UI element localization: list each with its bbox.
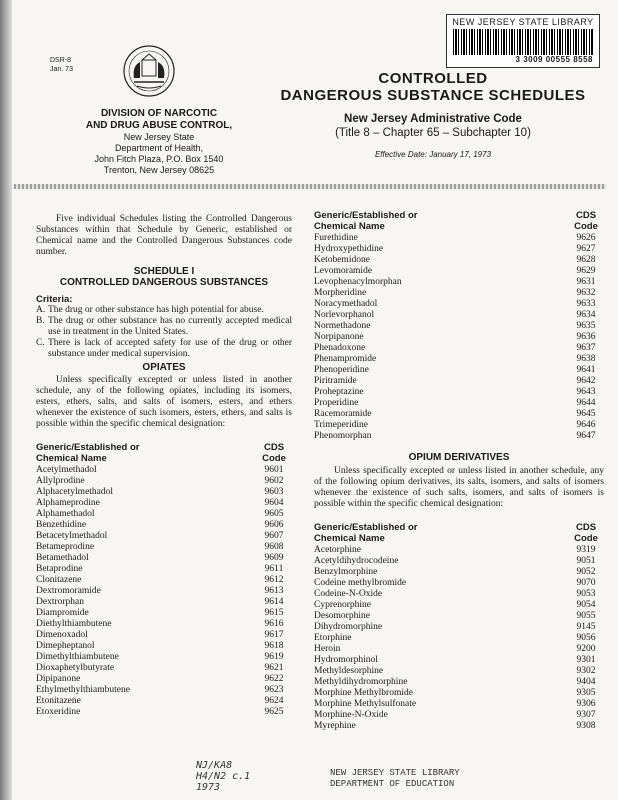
substance-name: Normethadone (314, 321, 371, 331)
table-row (314, 420, 604, 431)
cds-code: 9404 (576, 677, 596, 687)
table-row (314, 600, 604, 611)
substance-name: Morpheridine (314, 288, 367, 298)
agency-line3: John Fitch Plaza, P.O. Box 1540 (94, 154, 224, 164)
table-row (36, 476, 292, 487)
call-number-line3: 1973 (196, 782, 221, 793)
table-row (36, 487, 292, 498)
opiates-heading: OPIATES (142, 362, 186, 373)
criteria-key: C. (36, 338, 45, 348)
header-divider (14, 184, 606, 189)
document-subtitle-line1: New Jersey Administrative Code (344, 113, 522, 125)
column-header-code-line1: CDS (575, 522, 597, 533)
substance-name: Racemoramide (314, 409, 372, 419)
table-row (36, 707, 292, 718)
cds-code: 9607 (264, 531, 284, 541)
substance-name: Methyldesorphine (314, 666, 384, 676)
substance-name: Noracymethadol (314, 299, 378, 309)
table-row (36, 520, 292, 531)
substance-name: Codeine methylbromide (314, 578, 407, 588)
substance-name: Dimenoxadol (36, 630, 88, 640)
substance-name: Betamethadol (36, 553, 89, 563)
table-header (36, 442, 292, 464)
cds-code: 9616 (264, 619, 284, 629)
table-row (36, 674, 292, 685)
substance-name: Morphine Methylsulfonate (314, 699, 417, 709)
cds-code: 9622 (264, 674, 284, 684)
column-header-name-line2: Chemical Name (36, 453, 107, 464)
table-row (314, 633, 604, 644)
substance-name: Betameprodine (36, 542, 95, 552)
cds-code: 9052 (576, 567, 596, 577)
table-row (314, 644, 604, 655)
substance-name: Properidine (314, 398, 359, 408)
page-binding-edge (0, 0, 12, 800)
table-row (36, 542, 292, 553)
document-subtitle-line2: (Title 8 – Chapter 65 – Subchapter 10) (335, 127, 531, 139)
table-row (314, 589, 604, 600)
cds-code: 9643 (576, 387, 596, 397)
table-row (314, 710, 604, 721)
cds-code: 9629 (576, 266, 596, 276)
table-row (314, 699, 604, 710)
cds-code: 9628 (576, 255, 596, 265)
table-row (314, 567, 604, 578)
criteria-title: Criteria: (36, 294, 73, 305)
cds-code: 9646 (576, 420, 596, 430)
schedule-heading: SCHEDULE I (133, 266, 195, 277)
table-row (314, 398, 604, 409)
call-number-line1: NJ/KA8 (196, 760, 233, 771)
cds-code: 9200 (576, 644, 596, 654)
cds-code: 9601 (264, 465, 284, 475)
schedule-subheading: CONTROLLED DANGEROUS SUBSTANCES (59, 277, 269, 288)
substance-name: Methyldihydromorphine (314, 677, 408, 687)
substance-name: Alphamethadol (36, 509, 95, 519)
cds-code: 9602 (264, 476, 284, 486)
substance-name: Acetyldihydrocodeine (314, 556, 399, 566)
substance-name: Codeine-N-Oxide (314, 589, 383, 599)
table-row (314, 244, 604, 255)
table-row (36, 652, 292, 663)
table-row (36, 696, 292, 707)
cds-code: 9319 (576, 545, 596, 555)
cds-code: 9627 (576, 244, 596, 254)
substance-name: Heroin (314, 644, 341, 654)
column-header-code-line2: Code (262, 453, 286, 464)
cds-code: 9056 (576, 633, 596, 643)
table-row (314, 365, 604, 376)
table-row (314, 332, 604, 343)
cds-code: 9608 (264, 542, 284, 552)
table-row (36, 608, 292, 619)
division-name-line1: DIVISION OF NARCOTIC (100, 108, 218, 119)
substance-name: Cyprenorphine (314, 600, 371, 610)
substance-name: Benzylmorphine (314, 567, 378, 577)
handwritten-call-number (196, 760, 250, 793)
substance-name: Hydromorphinol (314, 655, 378, 665)
table-row (314, 677, 604, 688)
agency-line4: Trenton, New Jersey 08625 (103, 165, 215, 175)
column-header-code-line1: CDS (575, 210, 597, 221)
cds-code: 9609 (264, 553, 284, 563)
cds-code: 9604 (264, 498, 284, 508)
substance-name: Dextrorphan (36, 597, 85, 607)
cds-code: 9603 (264, 487, 284, 497)
cds-code: 9618 (264, 641, 284, 651)
substance-name: Morphine Methylbromide (314, 688, 413, 698)
column-header-name-line1: Generic/Established or (314, 522, 418, 533)
criteria-text: The drug or other substance has no currently accepted medical use in treatment in the United States. (48, 316, 292, 337)
table-header (314, 522, 604, 544)
substance-name: Levophenacylmorphan (314, 277, 402, 287)
cds-code: 9634 (576, 310, 596, 320)
table-row (314, 310, 604, 321)
substance-name: Etonitazene (36, 696, 81, 706)
cds-code: 9605 (264, 509, 284, 519)
table-row (314, 578, 604, 589)
substance-name: Betaprodine (36, 564, 83, 574)
criteria-item (36, 338, 292, 360)
cds-code: 9053 (576, 589, 596, 599)
criteria-text: There is lack of accepted safety for use of the drug or other substance under medical supervision. (48, 338, 292, 359)
cds-code: 9632 (576, 288, 596, 298)
cds-code: 9612 (264, 575, 284, 585)
substance-name: Norlevorphanol (314, 310, 375, 320)
agency-line1: New Jersey State (123, 132, 195, 142)
substance-name: Phenoperidine (314, 365, 369, 375)
substance-name: Betacetylmethadol (36, 531, 108, 541)
table-row (36, 531, 292, 542)
substance-name: Alphameprodine (36, 498, 100, 508)
substance-name: Trimeperidine (314, 420, 369, 430)
cds-code: 9611 (264, 564, 284, 574)
cds-code: 9624 (264, 696, 284, 706)
cds-code: 9617 (264, 630, 284, 640)
substance-name: Alphacetylmethadol (36, 487, 114, 497)
substance-name: Phenampromide (314, 354, 377, 364)
cds-code: 9614 (264, 597, 284, 607)
table-row (36, 685, 292, 696)
cds-code: 9619 (264, 652, 284, 662)
column-header-name-line1: Generic/Established or (36, 442, 140, 453)
table-row (314, 266, 604, 277)
call-number-line2: H4/N2 c.1 (196, 771, 251, 782)
table-row (36, 597, 292, 608)
cds-code: 9641 (576, 365, 596, 375)
table-row (36, 465, 292, 476)
cds-code: 9644 (576, 398, 596, 408)
barcode-library-name: NEW JERSEY STATE LIBRARY (452, 17, 594, 27)
substance-name: Dimepheptanol (36, 641, 95, 651)
substance-name: Acetylmethadol (36, 465, 97, 475)
cds-code: 9626 (576, 233, 596, 243)
table-row (314, 688, 604, 699)
cds-code: 9633 (576, 299, 596, 309)
column-header-code-line1: CDS (263, 442, 285, 453)
table-row (314, 622, 604, 633)
opium-derivatives-heading: OPIUM DERIVATIVES (408, 452, 510, 463)
opium-derivatives-paragraph: Unless specifically excepted or unless listed in another schedule, any of the following opium derivatives, its salts, isomers, and salts of isomers whenever the existence of such salts, isomers, and salts of isomers is possible within the specific chemical designation: (314, 466, 604, 509)
table-row (314, 277, 604, 288)
table-row (314, 545, 604, 556)
substance-name: Ethylmethylthiambutene (36, 685, 130, 695)
division-name-line2: AND DRUG ABUSE CONTROL, (85, 120, 233, 131)
table-row (36, 619, 292, 630)
table-row (314, 255, 604, 266)
table-row (314, 655, 604, 666)
cds-code: 9631 (576, 277, 596, 287)
cds-code: 9054 (576, 600, 596, 610)
agency-line2: Department of Health, (114, 143, 204, 153)
column-header-name-line1: Generic/Established or (314, 210, 418, 221)
substance-name: Etoxeridine (36, 707, 81, 717)
cds-code: 9615 (264, 608, 284, 618)
table-row (36, 630, 292, 641)
table-row (314, 354, 604, 365)
cds-code: 9623 (264, 685, 284, 695)
document-code: DSR-8 (50, 57, 72, 64)
cds-code: 9647 (576, 431, 596, 441)
barcode-label (446, 14, 600, 68)
criteria-key: B. (36, 316, 45, 326)
substance-name: Phenadoxone (314, 343, 366, 353)
table-row (314, 343, 604, 354)
table-row (314, 299, 604, 310)
effective-date: Effective Date: January 17, 1973 (374, 150, 492, 159)
substance-name: Etorphine (314, 633, 352, 643)
cds-code: 9635 (576, 321, 596, 331)
cds-code: 9306 (576, 699, 596, 709)
library-stamp (330, 768, 460, 790)
table-row (314, 321, 604, 332)
right-column (314, 210, 604, 732)
document-title-line2: DANGEROUS SUBSTANCE SCHEDULES (280, 87, 586, 104)
stamp-line2: DEPARTMENT OF EDUCATION (330, 779, 455, 789)
substance-name: Dextromoramide (36, 586, 101, 596)
cds-code: 9621 (264, 663, 284, 673)
table-row (36, 663, 292, 674)
substance-name: Benzethidine (36, 520, 87, 530)
substance-name: Myrephine (314, 721, 356, 731)
substance-name: Furethidine (314, 233, 358, 243)
criteria-text: The drug or other substance has high potential for abuse. (48, 305, 264, 315)
stamp-line1: NEW JERSEY STATE LIBRARY (330, 768, 460, 778)
table-row (36, 553, 292, 564)
substance-name: Phenomorphan (314, 431, 372, 441)
cds-code: 9301 (576, 655, 596, 665)
opiates-table (36, 465, 292, 718)
document-date: Jan. 73 (50, 66, 73, 73)
substance-name: Desomorphine (314, 611, 370, 621)
substance-name: Piritramide (314, 376, 357, 386)
table-row (314, 409, 604, 420)
table-header (314, 210, 604, 232)
table-row (36, 586, 292, 597)
table-row (314, 387, 604, 398)
state-seal-icon (122, 44, 176, 98)
criteria-item (36, 316, 292, 338)
barcode-icon (453, 29, 593, 55)
document-title-line1: CONTROLLED (378, 70, 488, 87)
cds-code: 9638 (576, 354, 596, 364)
cds-code: 9145 (576, 622, 596, 632)
table-row (36, 498, 292, 509)
agency-block (34, 108, 284, 176)
cds-code: 9055 (576, 611, 596, 621)
substance-name: Ketobemidone (314, 255, 370, 265)
criteria-item (36, 305, 292, 316)
cds-code: 9637 (576, 343, 596, 353)
substance-name: Levomoramide (314, 266, 373, 276)
column-header-name-line2: Chemical Name (314, 221, 385, 232)
cds-code: 9625 (264, 707, 284, 717)
substance-name: Dipipanone (36, 674, 81, 684)
column-header-code-line2: Code (574, 221, 598, 232)
substance-name: Dimethylthiambutene (36, 652, 119, 662)
cds-code: 9051 (576, 556, 596, 566)
table-row (36, 509, 292, 520)
opiates-table-continued (314, 233, 604, 442)
substance-name: Dihydromorphine (314, 622, 383, 632)
substance-name: Clonitazene (36, 575, 82, 585)
barcode-number: 3 3009 00555 8558 (515, 55, 593, 64)
table-row (36, 564, 292, 575)
intro-paragraph: Five individual Schedules listing the Controlled Dangerous Substances within that Schedule by Generic, established or Chemical name and the Controlled Dangerous Substances code number. (36, 214, 292, 257)
column-header-code-line2: Code (574, 533, 598, 544)
cds-code: 9645 (576, 409, 596, 419)
substance-name: Norpipanone (314, 332, 364, 342)
table-row (314, 376, 604, 387)
document-id (50, 56, 73, 74)
cds-code: 9302 (576, 666, 596, 676)
table-row (314, 721, 604, 732)
criteria-key: A. (36, 305, 46, 315)
substance-name: Hydroxypethidine (314, 244, 384, 254)
cds-code: 9636 (576, 332, 596, 342)
table-row (314, 431, 604, 442)
cds-code: 9070 (576, 578, 596, 588)
left-column (36, 210, 292, 718)
substance-name: Allylprodine (36, 476, 85, 486)
table-row (314, 233, 604, 244)
cds-code: 9613 (264, 586, 284, 596)
cds-code: 9307 (576, 710, 596, 720)
substance-name: Dioxaphetylbutyrate (36, 663, 115, 673)
opium-derivatives-table (314, 545, 604, 732)
substance-name: Acetorphine (314, 545, 361, 555)
substance-name: Morphine-N-Oxide (314, 710, 388, 720)
substance-name: Diampromide (36, 608, 89, 618)
table-row (314, 556, 604, 567)
column-header-name-line2: Chemical Name (314, 533, 385, 544)
cds-code: 9305 (576, 688, 596, 698)
title-block (262, 70, 604, 159)
cds-code: 9308 (576, 721, 596, 731)
table-row (314, 288, 604, 299)
table-row (36, 641, 292, 652)
table-row (314, 666, 604, 677)
cds-code: 9642 (576, 376, 596, 386)
substance-name: Diethylthiambutene (36, 619, 112, 629)
table-row (314, 611, 604, 622)
cds-code: 9606 (264, 520, 284, 530)
opiates-paragraph: Unless specifically excepted or unless listed in another schedule, any of the following opiates, including its isomers, esters, ethers, salts, and salts of isomers, esters, and ethers whenever the existence of such isomers, esters, ethers, and salts is possible within the specific chemical designation: (36, 375, 292, 429)
table-row (36, 575, 292, 586)
substance-name: Proheptazine (314, 387, 364, 397)
